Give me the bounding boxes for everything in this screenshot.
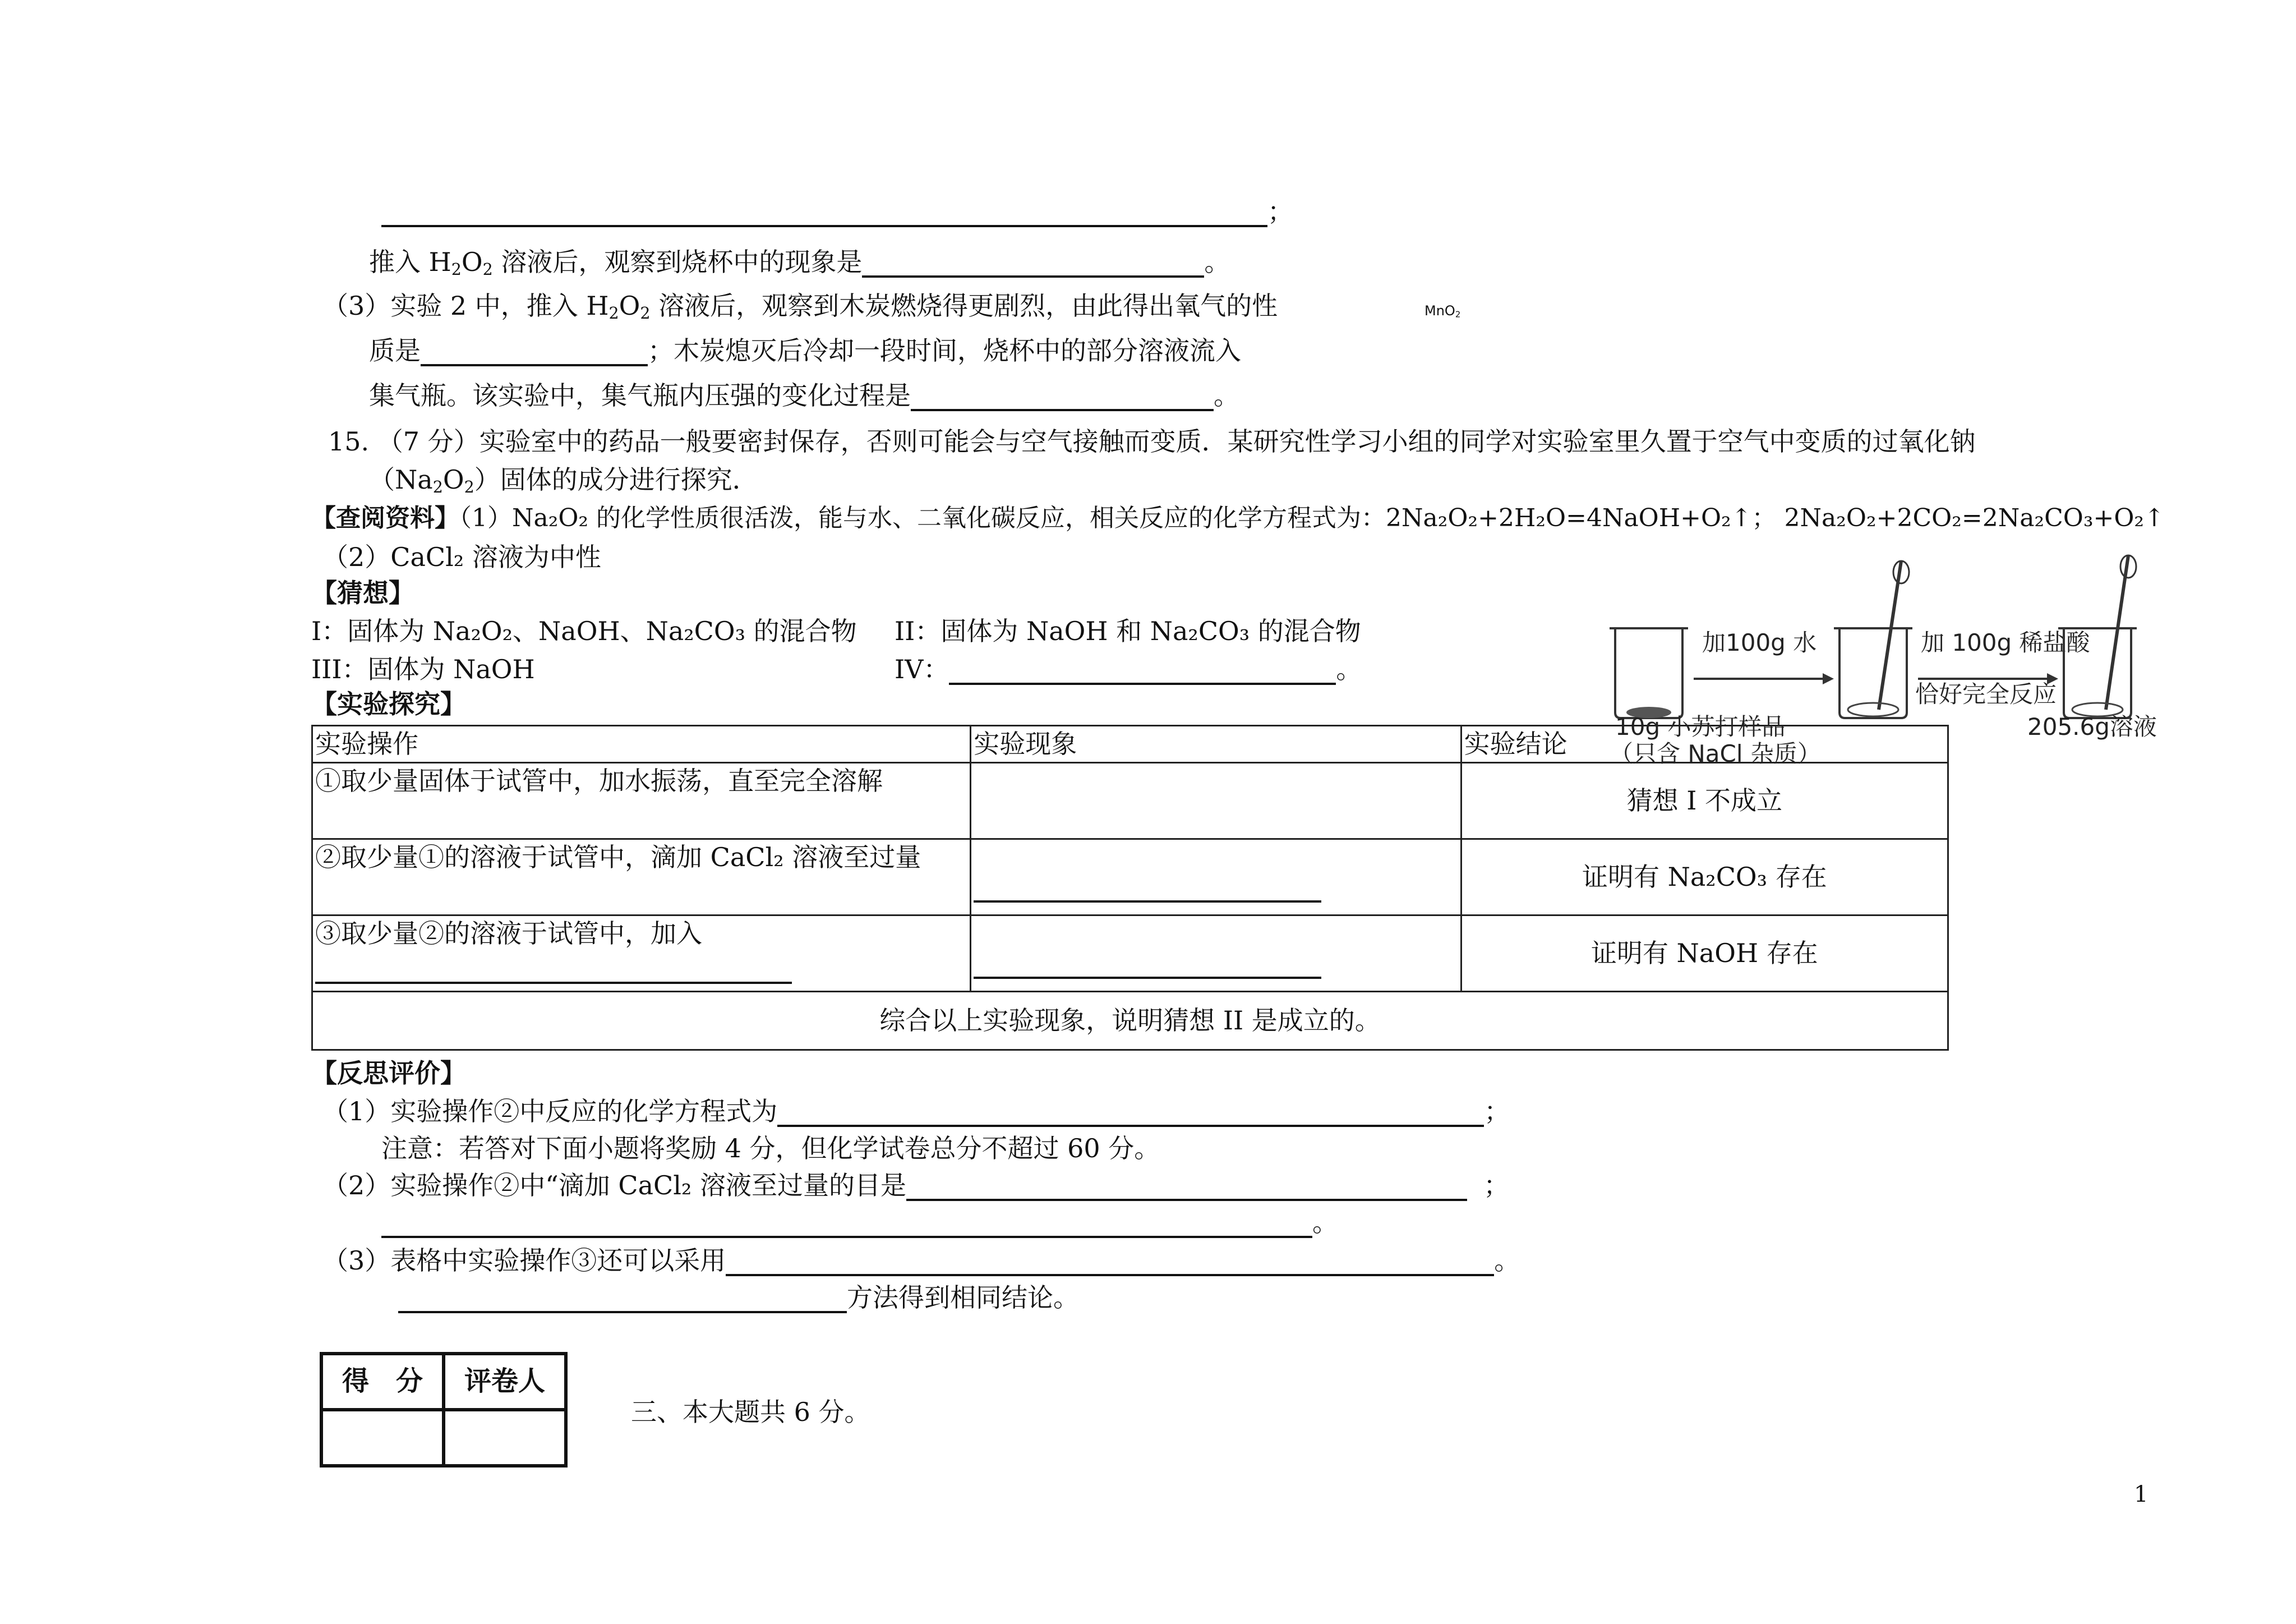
sample-label-line2: （只含 NaCl 杂质）: [1610, 740, 1821, 767]
reflect-heading: 【反思评价】: [311, 1058, 466, 1088]
table-summary-row: [312, 992, 1948, 1050]
answer-blank[interactable]: [777, 1100, 1484, 1127]
step-2-label: 加 100g 稀盐酸: [1921, 629, 2090, 656]
header-operation: 实验操作: [312, 726, 971, 763]
guess-3: III：固体为 NaOH: [311, 654, 535, 684]
answer-blank[interactable]: [911, 384, 1214, 411]
guess-1: I：固体为 Na₂O₂、NaOH、Na₂CO₃ 的混合物: [311, 616, 857, 646]
reference-item-1: （1）Na₂O₂ 的化学性质很活泼，能与水、二氧化碳反应，相关反应的化学方程式为：2Na₂O₂+2H₂O=4NaOH+O₂↑； 2Na₂O₂+2CO₂=2Na₂CO₃+O₂↑: [459, 504, 2165, 532]
sample-label-line1: 10g 小苏打样品: [1615, 713, 1786, 740]
answer-blank[interactable]: [949, 658, 1336, 685]
summary-cell: 综合以上实验现象，说明猜想 II 是成立的。: [312, 992, 1948, 1050]
guess-2: II：固体为 NaOH 和 Na₂CO₃ 的混合物: [895, 616, 1361, 646]
reference-item-2: （2）CaCl₂ 溶液为中性: [322, 542, 601, 572]
answer-blank[interactable]: [906, 1174, 1467, 1201]
score-input[interactable]: [321, 1410, 444, 1466]
header-conclusion: 实验结论: [1461, 726, 1948, 763]
arrow-1-head: [1823, 673, 1834, 684]
beaker-1: [1610, 628, 1688, 718]
page-number: 1: [2134, 1482, 2149, 1507]
solution-2: [1848, 703, 1898, 716]
guess-heading: 【猜想】: [311, 578, 414, 608]
stir-rod-2: [2106, 555, 2128, 710]
answer-blank[interactable]: [974, 876, 1321, 903]
grader-input[interactable]: [444, 1410, 566, 1466]
line-end-mark: ；: [1267, 196, 1293, 227]
operation-cell: ①取少量固体于试管中，加水振荡，直至完全溶解: [312, 763, 971, 839]
answer-blank[interactable]: [381, 1211, 1312, 1238]
conclusion-cell: 猜想 I 不成立: [1461, 763, 1948, 839]
answer-blank[interactable]: [726, 1249, 1494, 1276]
score-box: [320, 1352, 568, 1467]
reflect-note: 注意：若答对下面小题将奖励 4 分，但化学试卷总分不超过 60 分。: [381, 1133, 1160, 1163]
answer-blank[interactable]: [398, 1286, 847, 1313]
reflect-2: （2）实验操作②中“滴加 CaCl₂ 溶液至过量的目是 ；: [322, 1170, 1510, 1200]
conclusion-cell: 证明有 NaOH 存在: [1461, 915, 1948, 992]
phenomenon-cell[interactable]: [971, 839, 1461, 915]
guess-4: IV： 。: [895, 654, 1362, 684]
reflect-1: （1）实验操作②中反应的化学方程式为 ；: [322, 1096, 1510, 1126]
mno2-catalyst-label: MnO$_2$: [1424, 303, 1461, 320]
answer-blank[interactable]: [974, 952, 1321, 979]
reaction-caption: 恰好完全反应: [1915, 680, 2057, 708]
section-3-title: 三、本大题共 6 分。: [631, 1397, 870, 1427]
question-3-line3: 集气瓶。该实验中，集气瓶内压强的变化过程是 。: [369, 380, 1239, 411]
phenomenon-cell[interactable]: [971, 915, 1461, 992]
table-row: [312, 915, 1948, 992]
table-row: [312, 763, 1948, 839]
answer-blank[interactable]: [862, 251, 1204, 278]
grader-label: 评卷人: [444, 1354, 566, 1410]
conclusion-cell: 证明有 Na₂CO₃ 存在: [1461, 839, 1948, 915]
table-header-row: [312, 726, 1948, 763]
question-15-line2: $(Na_2O_2)$固体的成分进行探究．: [369, 464, 758, 497]
reflect-3: （3）表格中实验操作③还可以采用 。: [322, 1245, 1520, 1276]
step-1-label: 加100g 水: [1702, 629, 1817, 656]
question-line-beaker: 推入 $H_2O_2$ 溶液后，观察到烧杯中的现象是 。: [369, 247, 1230, 279]
header-phenomenon: 实验现象: [971, 726, 1461, 763]
answer-line-top[interactable]: [381, 196, 1293, 227]
explore-heading: 【实验探究】: [311, 689, 466, 719]
experiment-table: [311, 725, 1949, 1051]
reference-line1: [311, 504, 2165, 533]
operation-cell: ②取少量①的溶液于试管中，滴加 CaCl₂ 溶液至过量: [312, 839, 971, 915]
answer-blank[interactable]: [381, 200, 1267, 227]
answer-blank[interactable]: [421, 339, 648, 366]
reference-heading: 【查阅资料】: [311, 504, 459, 532]
result-label: 205.6g溶液: [2027, 713, 2157, 740]
score-label: 得 分: [321, 1354, 444, 1410]
question-3-line1: （3）实验 2 中，推入 $H_2O_2$ 溶液后，观察到木炭燃烧得更剧烈，由此得出氧气的性: [322, 291, 1278, 323]
answer-blank[interactable]: [315, 957, 792, 984]
question-15-line1: 15. （7 分）实验室中的药品一般要密封保存，否则可能会与空气接触而变质．某研究性学习小组的同学对实验室里久置于空气中变质的过氧化钠: [328, 426, 1976, 457]
question-3-line2: 质是 ；木炭熄灭后冷却一段时间，烧杯中的部分溶液流入: [369, 335, 1241, 366]
reflect-3-line2: 方法得到相同结论。: [398, 1282, 1079, 1313]
table-row: [312, 839, 1948, 915]
phenomenon-cell[interactable]: [971, 763, 1461, 839]
reflect-2-line2: 。: [381, 1207, 1338, 1238]
beaker-2: [1834, 628, 1912, 718]
operation-cell: ③取少量②的溶液于试管中，加入: [312, 915, 971, 992]
